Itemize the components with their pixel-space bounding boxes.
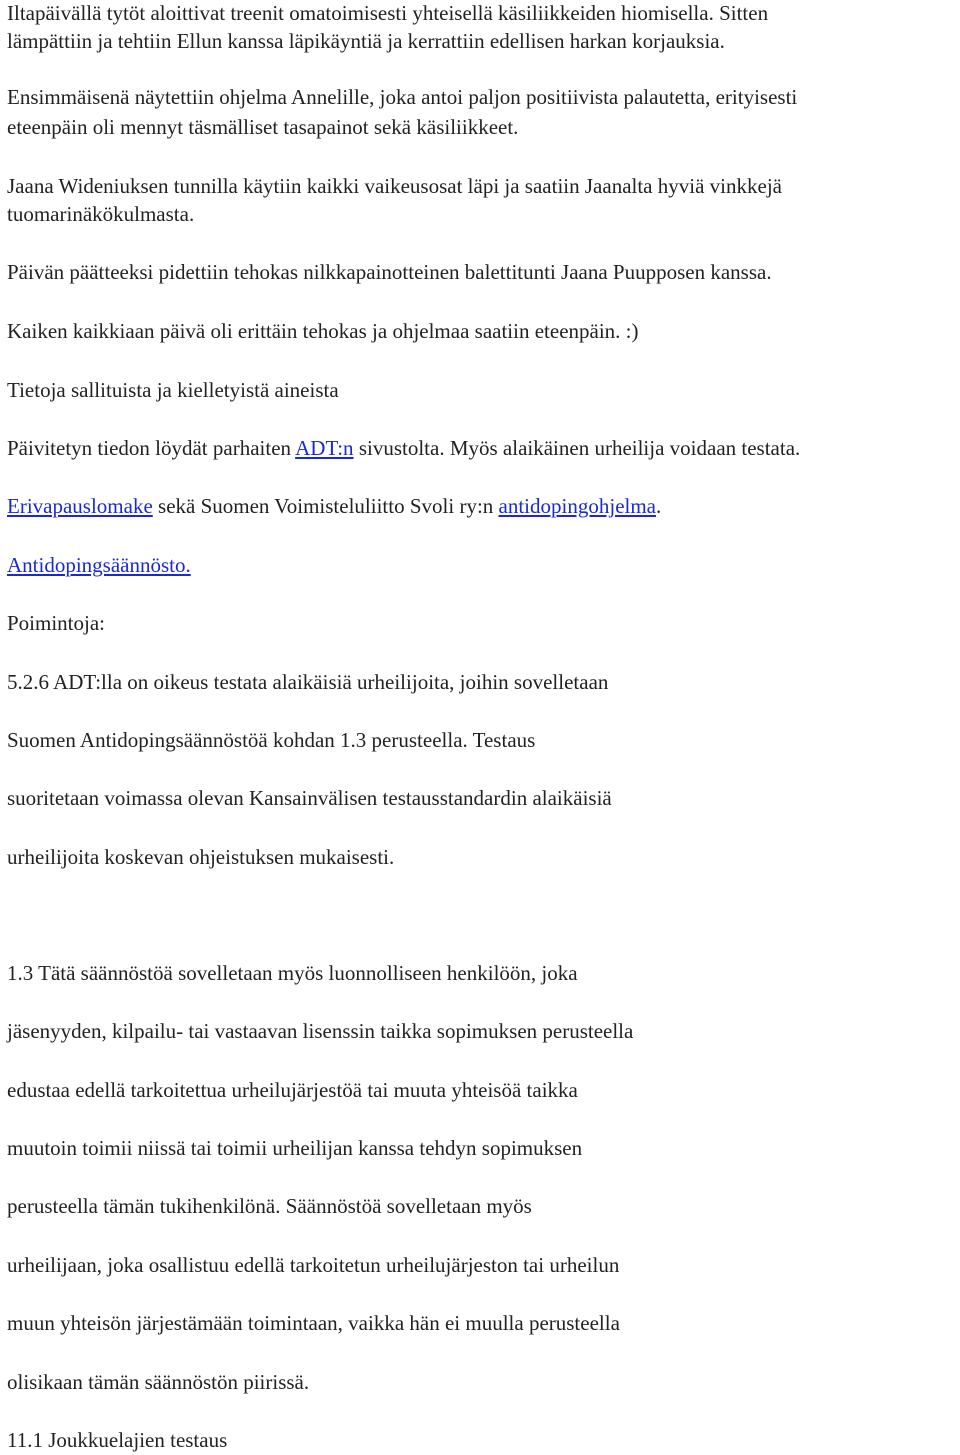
section-13-line3: edustaa edellä tarkoitettua urheilujärjestöä tai muuta yhteisöä taikka: [7, 1078, 578, 1102]
antidopingohjelma-link[interactable]: antidopingohjelma: [498, 494, 657, 518]
section-13-line7: muun yhteisön järjestämään toimintaan, vaikka hän ei muulla perusteella: [7, 1311, 620, 1335]
section-526-line2: Suomen Antidopingsäännöstöä kohdan 1.3 perusteella. Testaus: [7, 728, 536, 752]
section-13-line8: olisikaan tämän säännöstön piirissä.: [7, 1370, 310, 1394]
section-526-line3: suoritetaan voimassa olevan Kansainvälisen testausstandardin alaikäisiä: [7, 786, 612, 810]
section-526-line4: urheilijoita koskevan ohjeistuksen mukaisesti.: [7, 845, 395, 869]
para-training-line1: Iltapäivällä tytöt aloittivat treenit omatoimisesti yhteisellä käsiliikkeiden hiomisella. Sitten: [7, 1, 769, 25]
section-13-line2: jäsenyyden, kilpailu- tai vastaavan lisenssin taikka sopimuksen perusteella: [7, 1019, 634, 1043]
picks-label: Poimintoja:: [7, 611, 106, 635]
para-training-line2: lämpättiin ja tehtiin Ellun kanssa läpikäyntiä ja kerrattiin edellisen harkan korjauksia.: [7, 29, 725, 53]
section-111-heading: 11.1 Joukkuelajien testaus: [7, 1428, 228, 1452]
forms-post-text: .: [656, 494, 662, 518]
rules-line: [7, 553, 191, 577]
adt-link[interactable]: ADT:n: [295, 436, 354, 460]
section-526-line1: 5.2.6 ADT:lla on oikeus testata alaikäisiä urheilijoita, joihin sovelletaan: [7, 670, 609, 694]
section-13-line5: perusteella tämän tukihenkilönä. Säännöstöä sovelletaan myös: [7, 1194, 532, 1218]
section-13-line4: muutoin toimii niissä tai toimii urheilijan kanssa tehdyn sopimuksen: [7, 1136, 583, 1160]
para-summary: Kaiken kaikkiaan päivä oli erittäin tehokas ja ohjelmaa saatiin eteenpäin. :): [7, 319, 639, 343]
para-widenius-line2: tuomarinäkökulmasta.: [7, 202, 195, 226]
erivapauslomake-link[interactable]: Erivapauslomake: [7, 494, 153, 518]
info-post-text: sivustolta. Myös alaikäinen urheilija voidaan testata.: [353, 436, 801, 460]
section-13-line1: 1.3 Tätä säännöstöä sovelletaan myös luonnolliseen henkilöön, joka: [7, 961, 578, 985]
section-heading: Tietoja sallituista ja kielletyistä aineista: [7, 378, 339, 402]
section-13-line6: urheilijaan, joka osallistuu edellä tarkoitetun urheilujärjeston tai urheilun: [7, 1253, 620, 1277]
antidopingsaannosto-link[interactable]: Antidopingsäännösto.: [7, 553, 191, 577]
para-annelille-line2: eteenpäin oli mennyt täsmälliset tasapainot sekä käsiliikkeet.: [7, 115, 519, 139]
forms-line: [7, 494, 661, 518]
info-line: [7, 436, 800, 460]
forms-mid-text: sekä Suomen Voimisteluliitto Svoli ry:n: [152, 494, 499, 518]
info-pre-text: Päivitetyn tiedon löydät parhaiten: [7, 436, 296, 460]
para-widenius-line1: Jaana Wideniuksen tunnilla käytiin kaikki vaikeusosat läpi ja saatiin Jaanalta hyviä vinkkejä: [7, 174, 782, 198]
para-ballet: Päivän päätteeksi pidettiin tehokas nilkkapainotteinen balettitunti Jaana Puupposen kanssa.: [7, 260, 772, 284]
para-annelille-line1: Ensimmäisenä näytettiin ohjelma Annelille, joka antoi paljon positiivista palautetta, erityisesti: [7, 85, 798, 109]
